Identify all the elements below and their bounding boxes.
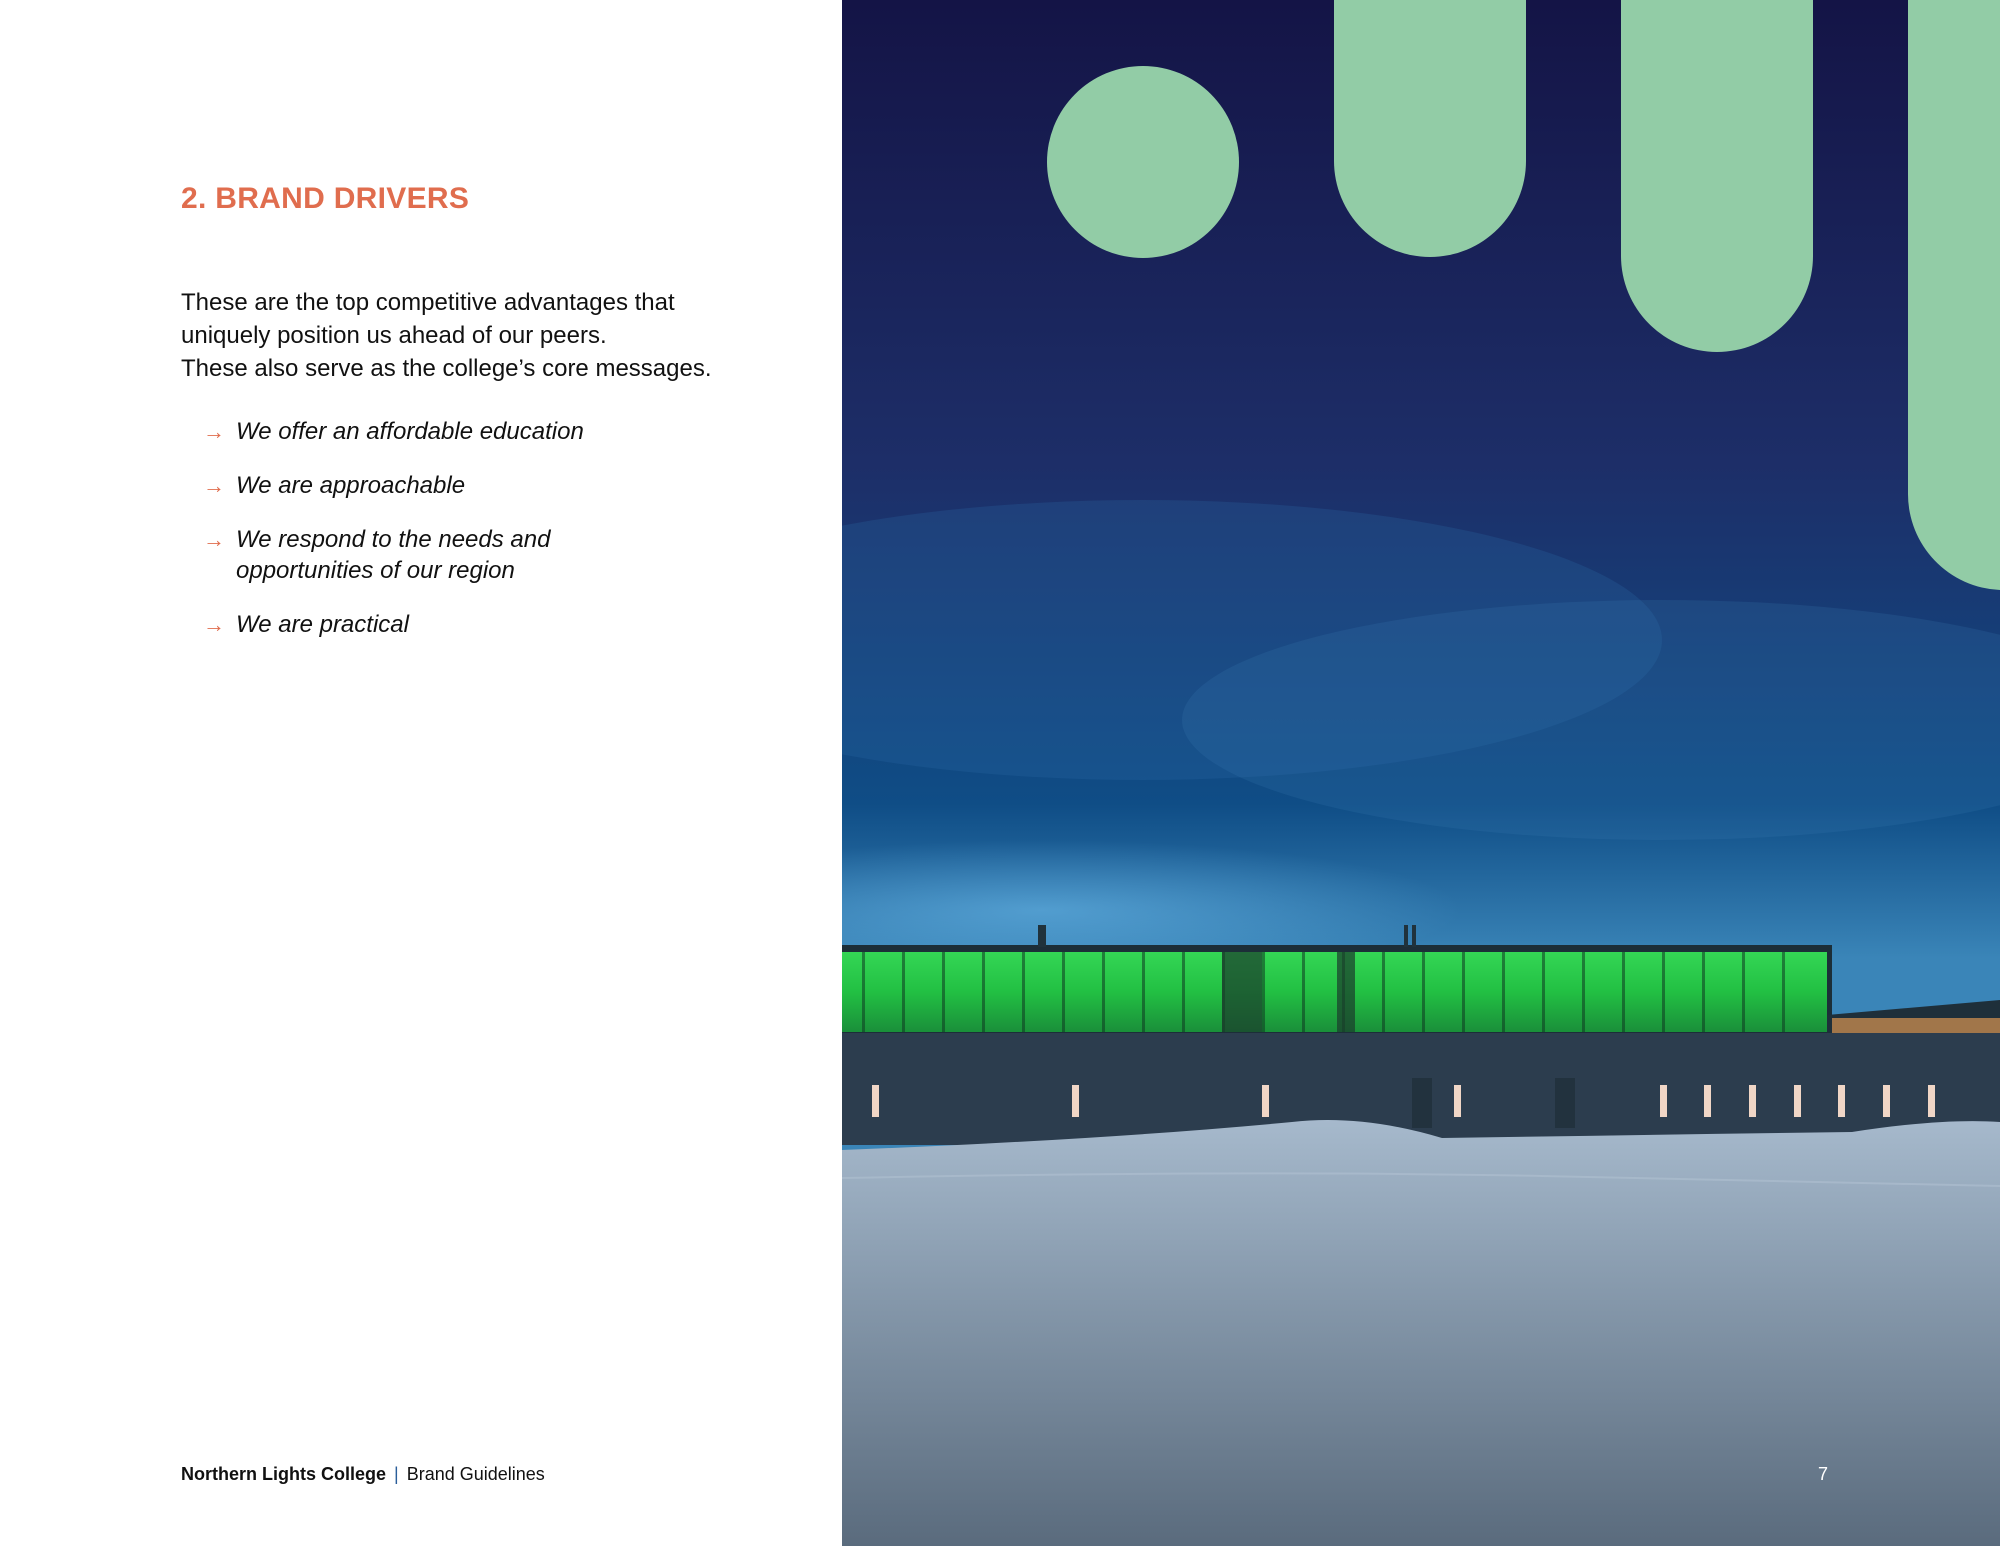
text-panel: [0, 0, 842, 1546]
brand-driver-item: [203, 524, 623, 586]
brand-driver-text: We are approachable: [236, 472, 466, 499]
section-title: 2. BRAND DRIVERS: [181, 182, 470, 215]
footer: [181, 1462, 545, 1486]
page-number: 7: [1817, 1464, 1828, 1484]
intro-line: These are the top competitive advantages that: [181, 289, 675, 316]
brand-driver-item: [203, 609, 623, 640]
brand-driver-text: We are practical: [236, 611, 409, 638]
brand-driver-item: [203, 470, 623, 501]
intro-line: uniquely position us ahead of our peers.: [181, 322, 607, 349]
arrow-right-icon: →: [203, 527, 225, 552]
college-building-at-night-image: [842, 0, 2000, 1546]
brand-driver-text: We respond to the needs and opportunities of our region: [236, 526, 551, 584]
intro-line: These also serve as the college’s core messages.: [181, 355, 712, 382]
arrow-right-icon: →: [203, 473, 225, 498]
brand-driver-item: [203, 416, 623, 447]
footer-separator: |: [394, 1464, 399, 1484]
brand-driver-text: We offer an affordable education: [236, 418, 584, 445]
arrow-right-icon: →: [203, 419, 225, 444]
arrow-right-icon: →: [203, 612, 225, 637]
brand-drivers-list: [203, 416, 623, 663]
footer-document-title: Brand Guidelines: [406, 1464, 545, 1484]
footer-brand: Northern Lights College: [181, 1464, 387, 1484]
intro-paragraph: [181, 286, 781, 385]
